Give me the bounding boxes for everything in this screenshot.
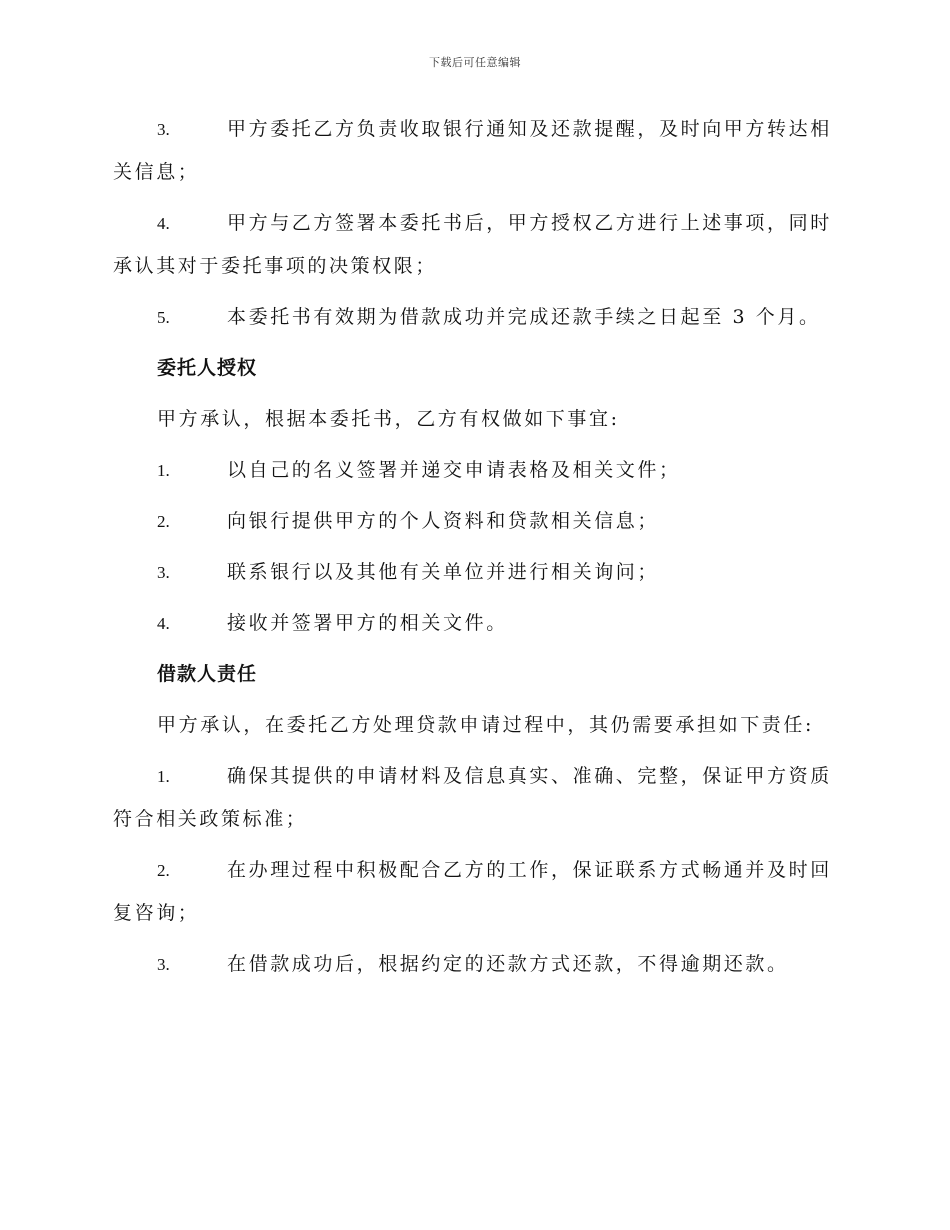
- list-item: [113, 943, 833, 986]
- section-heading-borrower-responsibility: 借款人责任: [157, 663, 258, 685]
- item-number: 3.: [157, 120, 170, 139]
- item-text: 以自己的名义签署并递交申请表格及相关文件；: [227, 459, 681, 481]
- item-number: 4.: [157, 214, 170, 233]
- item-number: 2.: [157, 861, 170, 880]
- item-number: 1.: [157, 461, 170, 480]
- item-text: 确保其提供的申请材料及信息真实、准确、完整，保证甲方资质符合相关政策标准；: [113, 765, 832, 830]
- item-text: 在办理过程中积极配合乙方的工作，保证联系方式畅通并及时回复咨询；: [113, 859, 832, 924]
- item-text: 联系银行以及其他有关单位并进行相关询问；: [227, 561, 660, 583]
- list-item: [113, 755, 833, 841]
- item-text: 甲方委托乙方负责收取银行通知及还款提醒，及时向甲方转达相关信息；: [113, 118, 832, 183]
- item-text: 本委托书有效期为借款成功并完成还款手续之日起至 3 个月。: [227, 306, 821, 328]
- item-number: 1.: [157, 767, 170, 786]
- page-header: 下载后可任意编辑: [429, 56, 521, 69]
- item-number: 3.: [157, 563, 170, 582]
- list-item: [113, 602, 833, 645]
- item-number: 3.: [157, 955, 170, 974]
- list-item: [113, 108, 833, 194]
- item-text: 在借款成功后，根据约定的还款方式还款，不得逾期还款。: [227, 953, 789, 975]
- list-item: [113, 849, 833, 935]
- section-heading-authorization: 委托人授权: [157, 357, 258, 379]
- list-item: [113, 500, 833, 543]
- item-text: 接收并签署甲方的相关文件。: [227, 612, 508, 634]
- section-intro: 甲方承认，在委托乙方处理贷款申请过程中，其仍需要承担如下责任:: [157, 714, 815, 736]
- section-intro: 甲方承认，根据本委托书，乙方有权做如下事宜:: [157, 408, 620, 430]
- item-number: 2.: [157, 512, 170, 531]
- list-item: [113, 449, 833, 492]
- list-item: [113, 551, 833, 594]
- item-text: 向银行提供甲方的个人资料和贷款相关信息；: [227, 510, 660, 532]
- item-text: 甲方与乙方签署本委托书后，甲方授权乙方进行上述事项，同时承认其对于委托事项的决策权限；: [113, 212, 832, 277]
- list-item: [113, 296, 833, 339]
- list-item: [113, 202, 833, 288]
- item-number: 5.: [157, 308, 170, 327]
- item-number: 4.: [157, 614, 170, 633]
- document-body: [113, 108, 833, 994]
